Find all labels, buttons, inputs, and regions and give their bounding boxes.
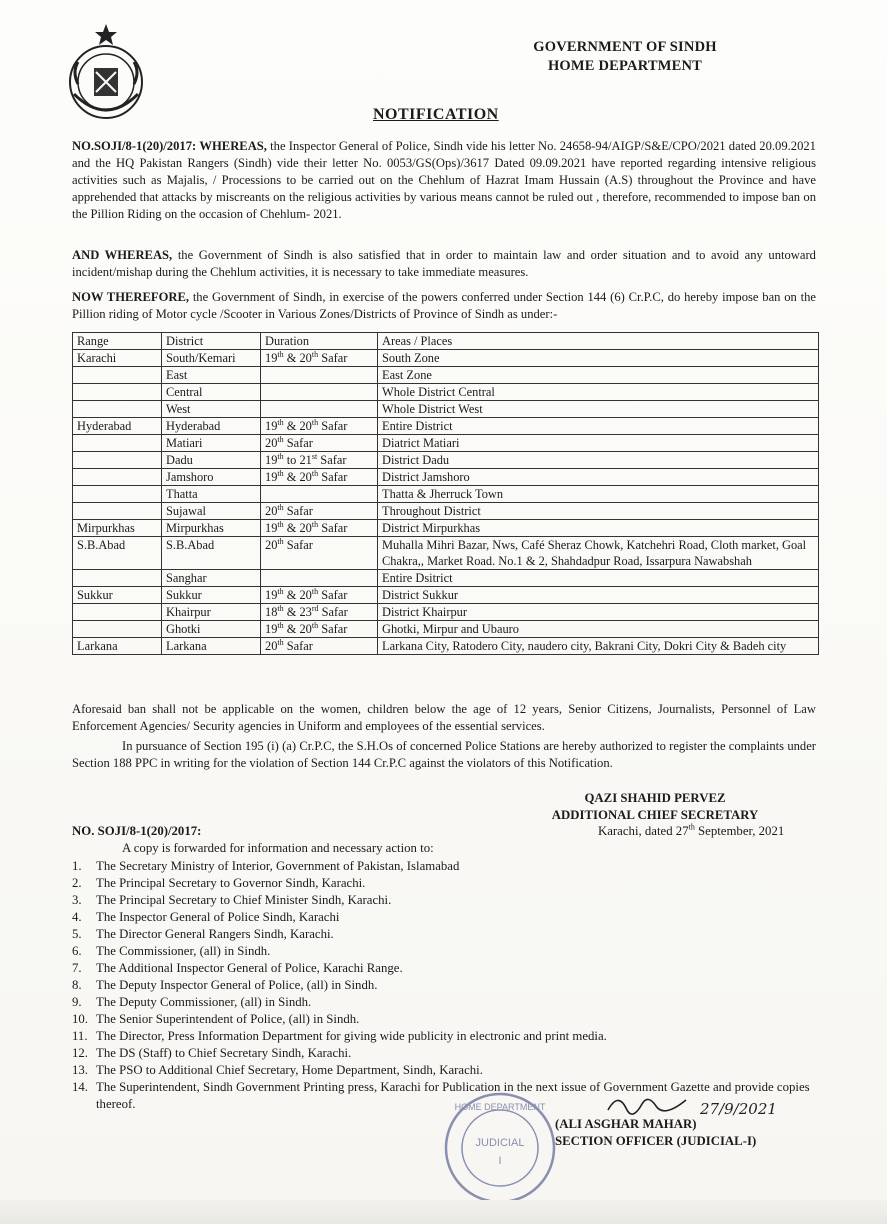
list-item-text: The Senior Superintendent of Police, (all) in Sindh. — [96, 1012, 360, 1026]
list-item-number: 2. — [72, 876, 82, 890]
cell-area: District Dadu — [378, 452, 819, 469]
list-item-text: The PSO to Additional Chief Secretary, Home Department, Sindh, Karachi. — [96, 1063, 483, 1077]
cell-duration — [261, 384, 378, 401]
date-prefix: Karachi, dated 27 — [598, 824, 689, 838]
list-item-text: The Director, Press Information Department for giving wide publicity in electronic and print media. — [96, 1029, 607, 1043]
cell-area: Diatrict Matiari — [378, 435, 819, 452]
list-item — [72, 909, 812, 926]
list-item — [72, 1062, 812, 1079]
list-item-text: The Additional Inspector General of Police, Karachi Range. — [96, 961, 403, 975]
cell-area: Thatta & Jherruck Town — [378, 486, 819, 503]
cell-district: Sanghar — [162, 570, 261, 587]
table-row — [73, 570, 819, 587]
stamp-number: I — [498, 1155, 502, 1167]
cell-duration: 20th Safar — [261, 537, 378, 570]
table-row — [73, 384, 819, 401]
cell-duration: 19th to 21st Safar — [261, 452, 378, 469]
cell-district: Khairpur — [162, 604, 261, 621]
list-item — [72, 1045, 812, 1062]
cell-district: Thatta — [162, 486, 261, 503]
header-areas: Areas / Places — [378, 333, 819, 350]
signatory-name: QAZI SHAHID PERVEZ — [584, 791, 726, 805]
distribution-list — [72, 858, 812, 1113]
cell-range: S.B.Abad — [73, 537, 162, 570]
cell-range — [73, 452, 162, 469]
table-row — [73, 452, 819, 469]
table-row — [73, 401, 819, 418]
issuing-authority — [500, 38, 750, 76]
cell-duration: 19th & 20th Safar — [261, 418, 378, 435]
document-title: NOTIFICATION — [373, 106, 499, 123]
now-therefore-lead: NOW THEREFORE, — [72, 290, 190, 304]
stamp-center-text: JUDICIAL — [475, 1137, 525, 1149]
header-line-1: GOVERNMENT OF SINDH — [533, 39, 717, 55]
cell-range: Hyderabad — [73, 418, 162, 435]
cell-district: South/Kemari — [162, 350, 261, 367]
table-row — [73, 537, 819, 570]
cell-area: District Jamshoro — [378, 469, 819, 486]
paragraph-section-195: In pursuance of Section 195 (i) (a) Cr.P.C, the S.H.Os of concerned Police Stations are hereby authorized to register the complaints under Section 188 PPC in writing for the violation of Section 144 Cr.P.C against the violators of this Notification. — [72, 739, 816, 770]
cell-area: Ghotki, Mirpur and Ubauro — [378, 621, 819, 638]
cell-duration: 20th Safar — [261, 638, 378, 655]
cell-area: Muhalla Mihri Bazar, Nws, Café Sheraz Chowk, Katchehri Road, Cloth market, Goal Chakra,, Market Road. No.1 & 2, Shahdadpur Road, Issarpura Nawabshah — [378, 537, 819, 570]
list-item-number: 14. — [72, 1080, 88, 1094]
list-item — [72, 943, 812, 960]
cell-range — [73, 503, 162, 520]
cell-district: Mirpurkhas — [162, 520, 261, 537]
list-item-number: 12. — [72, 1046, 88, 1060]
cell-range — [73, 486, 162, 503]
list-item-number: 5. — [72, 927, 82, 941]
list-item-text: The DS (Staff) to Chief Secretary Sindh, Karachi. — [96, 1046, 352, 1060]
cell-range: Karachi — [73, 350, 162, 367]
list-item-number: 11. — [72, 1029, 88, 1043]
cell-district: Ghotki — [162, 621, 261, 638]
cell-district: Sujawal — [162, 503, 261, 520]
cell-duration: 19th & 20th Safar — [261, 621, 378, 638]
cell-area: District Mirpurkhas — [378, 520, 819, 537]
header-line-2: HOME DEPARTMENT — [547, 58, 703, 74]
government-seal-logo — [60, 22, 152, 122]
table-row — [73, 469, 819, 486]
ban-table — [72, 332, 819, 655]
list-item-text: The Deputy Commissioner, (all) in Sindh. — [96, 995, 312, 1009]
date-suffix-sup: th — [688, 822, 695, 832]
stamp-top-text: HOME DEPARTMENT — [454, 1102, 546, 1112]
table-row — [73, 503, 819, 520]
paragraph-exemptions: Aforesaid ban shall not be applicable on the women, children below the age of 12 years, Senior Citizens, Journalists, Personnel of Law Enforcement Agencies/ Security agencies in Uniform and employees of the essential services. — [72, 702, 816, 733]
cell-duration: 19th & 20th Safar — [261, 350, 378, 367]
cell-area: Entire Dsitrict — [378, 570, 819, 587]
table-row — [73, 621, 819, 638]
cell-duration: 18th & 23rd Safar — [261, 604, 378, 621]
now-therefore-text: the Government of Sindh, in exercise of the powers conferred under Section 144 (6) Cr.P.C, do hereby impose ban on the Pillion riding of Motor cycle /Scooter in Various Zones/Districts of Province of Sindh as under:- — [72, 290, 816, 321]
list-item — [72, 994, 812, 1011]
cell-duration: 20th Safar — [261, 503, 378, 520]
list-item — [72, 977, 812, 994]
forwarding-reference: NO. SOJI/8-1(20)/2017: — [72, 824, 202, 838]
cell-duration: 19th & 20th Safar — [261, 520, 378, 537]
table-row — [73, 604, 819, 621]
cell-area: Throughout District — [378, 503, 819, 520]
whereas-lead: WHEREAS, — [199, 139, 267, 153]
cell-district: East — [162, 367, 261, 384]
list-item — [72, 1011, 812, 1028]
list-item-text: The Principal Secretary to Governor Sindh, Karachi. — [96, 876, 366, 890]
cell-area: Whole District Central — [378, 384, 819, 401]
cell-range: Sukkur — [73, 587, 162, 604]
cell-duration: 20th Safar — [261, 435, 378, 452]
handwritten-date: 27/9/2021 — [700, 1100, 777, 1118]
cell-range — [73, 384, 162, 401]
table-row — [73, 350, 819, 367]
cell-district: Central — [162, 384, 261, 401]
cell-district: West — [162, 401, 261, 418]
cell-area: Whole District West — [378, 401, 819, 418]
cell-duration: 19th & 20th Safar — [261, 587, 378, 604]
forwarding-intro: A copy is forwarded for information and necessary action to: — [122, 841, 434, 855]
cell-range — [73, 401, 162, 418]
list-item-number: 8. — [72, 978, 82, 992]
table-row — [73, 638, 819, 655]
cell-duration — [261, 401, 378, 418]
cell-district: Sukkur — [162, 587, 261, 604]
list-item-text: The Deputy Inspector General of Police, (all) in Sindh. — [96, 978, 378, 992]
cell-area: East Zone — [378, 367, 819, 384]
cell-area: South Zone — [378, 350, 819, 367]
cell-range — [73, 621, 162, 638]
list-item-number: 3. — [72, 893, 82, 907]
list-item-number: 4. — [72, 910, 82, 924]
cell-range — [73, 469, 162, 486]
list-item — [72, 858, 812, 875]
paragraph-now-therefore — [72, 289, 816, 323]
header-duration: Duration — [261, 333, 378, 350]
list-item-text: The Principal Secretary to Chief Minister Sindh, Karachi. — [96, 893, 392, 907]
reference-number: NO.SOJI/8-1(20)/2017: — [72, 139, 197, 153]
cell-district: Matiari — [162, 435, 261, 452]
header-range: Range — [73, 333, 162, 350]
paragraph-and-whereas — [72, 247, 816, 281]
cell-range — [73, 570, 162, 587]
cell-range: Mirpurkhas — [73, 520, 162, 537]
list-item — [72, 892, 812, 909]
paragraph-whereas — [72, 138, 816, 223]
table-row — [73, 367, 819, 384]
table-row — [73, 587, 819, 604]
list-item-text: The Commissioner, (all) in Sindh. — [96, 944, 271, 958]
list-item-text: The Director General Rangers Sindh, Karachi. — [96, 927, 334, 941]
cell-area: Entire District — [378, 418, 819, 435]
list-item-text: The Secretary Ministry of Interior, Government of Pakistan, Islamabad — [96, 859, 460, 873]
cell-range — [73, 367, 162, 384]
table-row — [73, 435, 819, 452]
list-item — [72, 875, 812, 892]
cell-area: Larkana City, Ratodero City, naudero city, Bakrani City, Dokri City & Badeh city — [378, 638, 819, 655]
table-body — [73, 350, 819, 655]
list-item-number: 13. — [72, 1063, 88, 1077]
and-whereas-lead: AND WHEREAS, — [72, 248, 173, 262]
cell-district: Larkana — [162, 638, 261, 655]
list-item-number: 7. — [72, 961, 82, 975]
table-row — [73, 520, 819, 537]
cell-district: Dadu — [162, 452, 261, 469]
list-item-number: 10. — [72, 1012, 88, 1026]
cell-range — [73, 604, 162, 621]
department-stamp — [440, 1090, 560, 1205]
cell-range — [73, 435, 162, 452]
list-item-text: The Superintendent, Sindh Government Printing press, Karachi for Publication in the next issue of Government Gazette and provide copies thereof. — [96, 1080, 810, 1111]
list-item-number: 6. — [72, 944, 82, 958]
officer-designation: SECTION OFFICER (JUDICIAL-I) — [555, 1134, 757, 1148]
cell-duration — [261, 367, 378, 384]
cell-area: District Khairpur — [378, 604, 819, 621]
list-item — [72, 1028, 812, 1045]
list-item-text: The Inspector General of Police Sindh, Karachi — [96, 910, 340, 924]
table-row — [73, 418, 819, 435]
cell-range: Larkana — [73, 638, 162, 655]
signatory-designation: ADDITIONAL CHIEF SECRETARY — [551, 808, 759, 822]
date-rest: September, 2021 — [694, 824, 785, 838]
cell-district: S.B.Abad — [162, 537, 261, 570]
signatory-block — [535, 790, 775, 824]
whereas-text: the Inspector General of Police, Sindh vide his letter No. 24658-94/AIGP/S&E/CPO/2021 dated 20.09.2021 and the HQ Pakistan Rangers (Sindh) vide their letter No. 0053/GS(Ops)/3617 Dated 09.09.2021 have reported regarding intensive religious activities such as Majalis, / Processions to be carried out on the Chehlum of Hazrat Imam Hussain (A.S) throughout the Province and have apprehended that attacks by miscreants on the religious activities by various means cannot be ruled out , therefore, recommended to impose ban on the Pillion Riding on the occasion of Chehlum- 2021. — [72, 139, 816, 221]
list-item — [72, 926, 812, 943]
date-line — [598, 824, 784, 839]
table-header-row — [73, 333, 819, 350]
cell-duration — [261, 486, 378, 503]
and-whereas-text: the Government of Sindh is also satisfied that in order to maintain law and order situation and to avoid any untoward incident/mishap during the Chehlum activities, it is necessary to take immediate measures. — [72, 248, 816, 279]
cell-duration — [261, 570, 378, 587]
officer-name: (ALI ASGHAR MAHAR) — [555, 1117, 697, 1131]
list-item-number: 9. — [72, 995, 82, 1009]
section-officer-block — [555, 1116, 756, 1150]
page-bottom-edge — [0, 1200, 887, 1224]
cell-district: Hyderabad — [162, 418, 261, 435]
cell-duration: 19th & 20th Safar — [261, 469, 378, 486]
table-row — [73, 486, 819, 503]
cell-district: Jamshoro — [162, 469, 261, 486]
cell-area: District Sukkur — [378, 587, 819, 604]
list-item-number: 1. — [72, 859, 82, 873]
header-district: District — [162, 333, 261, 350]
list-item — [72, 960, 812, 977]
